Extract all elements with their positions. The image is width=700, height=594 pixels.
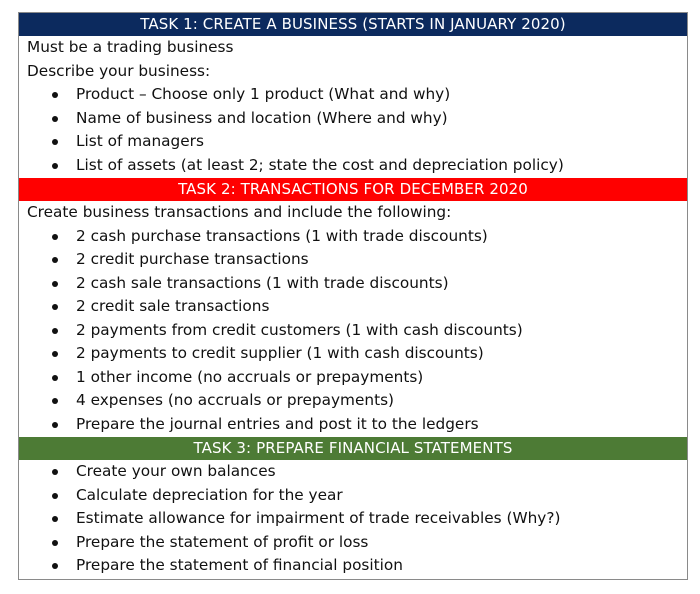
bullet-item [27,413,687,437]
bullet-icon [52,563,58,569]
task2-header: TASK 2: TRANSACTIONS FOR DECEMBER 2020 [19,178,687,201]
bullet-item [27,319,687,343]
bullet-text: Prepare the statement of profit or loss [76,532,369,551]
bullet-icon [52,234,58,240]
task-document [18,12,688,580]
bullet-item [27,366,687,390]
bullet-icon [52,469,58,475]
bullet-text: 1 other income (no accruals or prepayments) [76,367,424,386]
task1-line: Must be a trading business [27,38,234,56]
task1-bullet-list [27,83,687,177]
bullet-text: 2 cash sale transactions (1 with trade discounts) [76,273,449,292]
bullet-text: List of assets (at least 2; state the cost and depreciation policy) [76,155,564,174]
task2-body [19,201,687,437]
task2-bullet-list [27,225,687,437]
bullet-text: Calculate depreciation for the year [76,485,343,504]
bullet-icon [52,516,58,522]
bullet-item [27,389,687,413]
bullet-icon [52,304,58,310]
task3-body [19,460,687,579]
bullet-item [27,154,687,178]
bullet-text: 2 credit sale transactions [76,297,270,315]
task2-line: Create business transactions and include the following: [27,203,452,221]
bullet-icon [52,493,58,499]
task3-header: TASK 3: PREPARE FINANCIAL STATEMENTS [19,437,687,460]
bullet-text: 2 cash purchase transactions (1 with trade discounts) [76,226,488,245]
bullet-icon [52,328,58,334]
bullet-item [27,531,687,555]
bullet-item [27,272,687,296]
bullet-item [27,554,687,578]
bullet-item [27,130,687,154]
bullet-item [27,83,687,107]
bullet-text: Prepare the statement of financial position [76,556,403,574]
bullet-item [27,484,687,508]
bullet-item [27,295,687,319]
bullet-text: Prepare the journal entries and post it to the ledgers [76,414,479,433]
bullet-icon [52,540,58,546]
bullet-icon [52,139,58,145]
bullet-text: Name of business and location (Where and why) [76,108,448,127]
task3-bullet-list [27,460,687,578]
bullet-text: 2 payments to credit supplier (1 with cash discounts) [76,344,484,362]
bullet-item [27,107,687,131]
bullet-icon [52,163,58,169]
bullet-icon [52,92,58,98]
bullet-icon [52,281,58,287]
bullet-text: Product – Choose only 1 product (What and why) [76,85,451,103]
task1-body [19,36,687,178]
bullet-icon [52,375,58,381]
task1-line: Describe your business: [27,61,211,80]
bullet-text: 2 payments from credit customers (1 with cash discounts) [76,320,523,339]
bullet-text: 2 credit purchase transactions [76,250,309,268]
bullet-icon [52,422,58,428]
bullet-item [27,225,687,249]
task1-header: TASK 1: CREATE A BUSINESS (STARTS IN JANUARY 2020) [19,13,687,36]
bullet-icon [52,116,58,122]
bullet-icon [52,351,58,357]
bullet-icon [52,398,58,404]
bullet-text: Estimate allowance for impairment of trade receivables (Why?) [76,509,561,527]
bullet-item [27,248,687,272]
bullet-icon [52,257,58,263]
bullet-item [27,507,687,531]
bullet-text: 4 expenses (no accruals or prepayments) [76,391,395,409]
bullet-text: List of managers [76,132,204,150]
bullet-item [27,460,687,484]
bullet-item [27,342,687,366]
bullet-text: Create your own balances [76,462,276,480]
